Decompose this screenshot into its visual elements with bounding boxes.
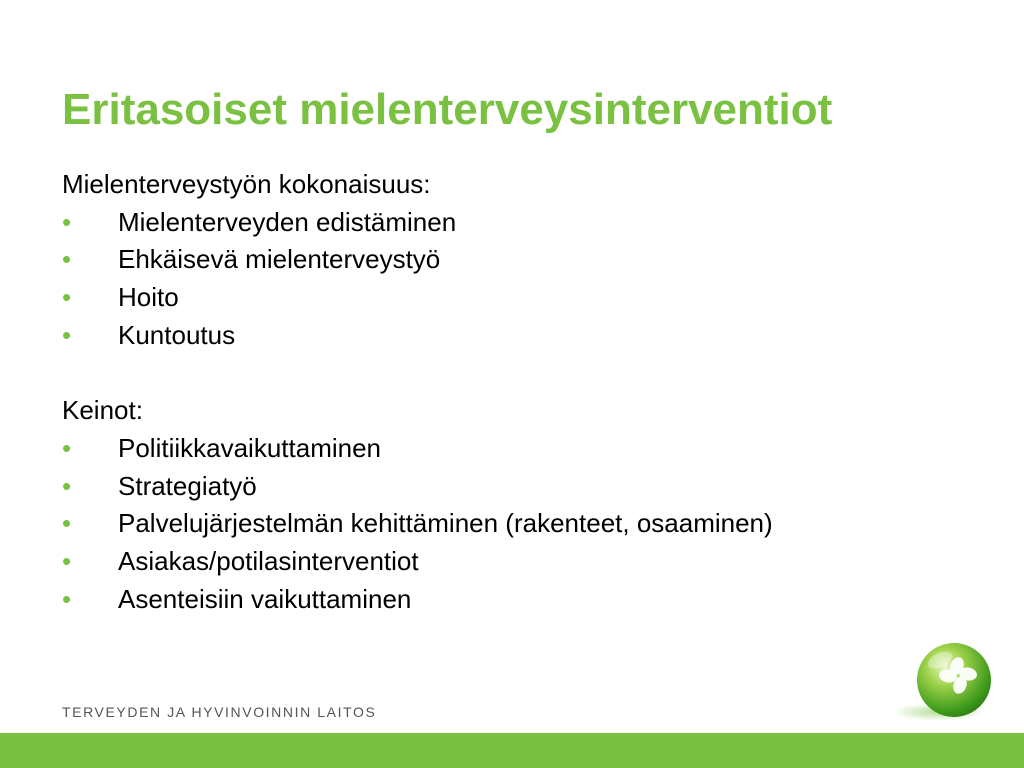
bullet-icon: • <box>62 583 72 614</box>
list-item <box>62 505 962 543</box>
bullet-icon: • <box>62 432 72 463</box>
list-item-label: Kuntoutus <box>118 319 236 350</box>
slide-title: Eritasoiset mielenterveysinterventiot <box>62 85 833 134</box>
list-item <box>62 241 962 279</box>
section-spacer <box>62 355 962 393</box>
list-item <box>62 317 962 355</box>
green-sphere-clover-icon <box>888 636 1008 726</box>
list-item <box>62 204 962 242</box>
list-item-label: Asiakas/potilasinterventiot <box>118 546 419 577</box>
list-item-label: Strategiatyö <box>118 470 257 501</box>
list-item <box>62 430 962 468</box>
slide-body <box>62 166 962 618</box>
list-item-label: Ehkäisevä mielenterveystyö <box>118 244 441 275</box>
list-item <box>62 279 962 317</box>
bullet-icon: • <box>62 319 72 350</box>
bullet-icon: • <box>62 470 72 501</box>
bullet-icon: • <box>62 546 72 577</box>
bullet-icon: • <box>62 206 72 237</box>
list-item-label: Politiikkavaikuttaminen <box>118 432 382 463</box>
list-item-label: Asenteisiin vaikuttaminen <box>118 583 412 614</box>
list-item-label: Palvelujärjestelmän kehittäminen (rakenteet, osaaminen) <box>118 508 773 539</box>
list-item <box>62 581 962 619</box>
list-item-label: Mielenterveyden edistäminen <box>118 206 457 237</box>
bullet-list-keinot <box>62 430 962 619</box>
footer-organization-name: TERVEYDEN JA HYVINVOINNIN LAITOS <box>62 704 377 720</box>
list-item <box>62 543 962 581</box>
section-heading-keinot: Keinot: <box>62 395 143 426</box>
list-item <box>62 468 962 506</box>
bullet-list-kokonaisuus <box>62 204 962 355</box>
bullet-icon: • <box>62 282 72 313</box>
footer-green-band <box>0 733 1024 768</box>
bullet-icon: • <box>62 508 72 539</box>
bullet-icon: • <box>62 244 72 275</box>
list-item-label: Hoito <box>118 282 179 313</box>
section-heading-kokonaisuus: Mielenterveystyön kokonaisuus: <box>62 169 431 199</box>
